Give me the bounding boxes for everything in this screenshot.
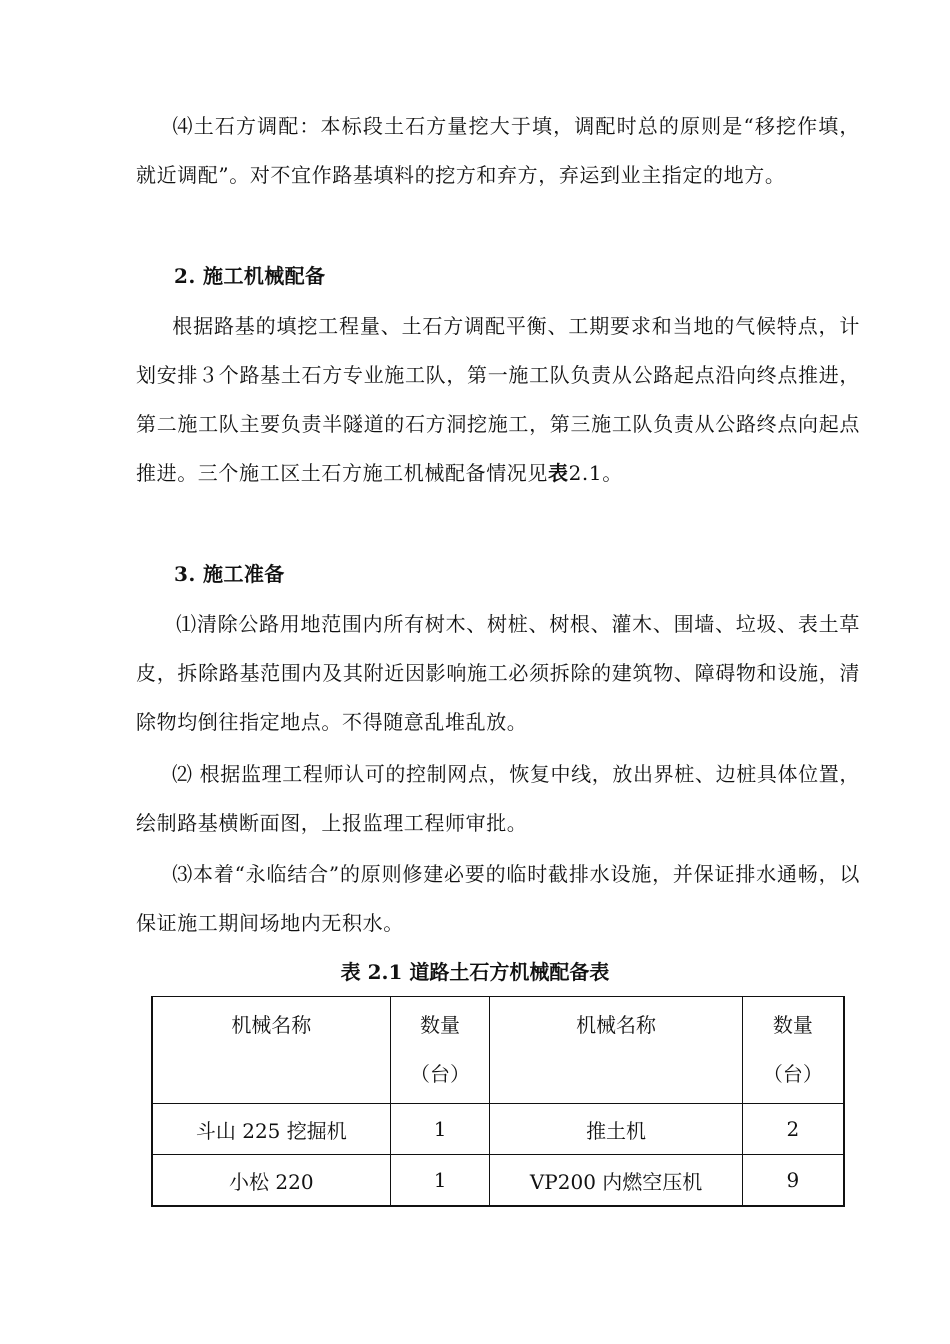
table-reference: 表 — [548, 461, 569, 485]
paragraph-earthwork-allocation — [136, 102, 860, 200]
list-item-drainage — [136, 850, 860, 948]
paragraph-text: 根据路基的填挖工程量、土石方调配平衡、工期要求和当地的气候特点，计划安排３个路基土石方专业施工队，第一施工队负责从公路起点沿向终点推进，第二施工队主要负责半隧道的石方洞挖施工，第三施工队负责从公路终点向起点推进。三个施工区土石方施工机械配备情况见 — [136, 314, 860, 485]
table-row — [152, 1104, 844, 1155]
header-label: 机械名称 — [576, 1013, 657, 1037]
list-item-survey — [136, 750, 860, 848]
table-cell-quantity: 9 — [742, 1155, 844, 1207]
table-caption: 表 2.1 道路土石方机械配备表 — [340, 960, 610, 984]
table-reference-number: 2.1。 — [568, 461, 623, 485]
header-unit: （台） — [410, 1062, 471, 1086]
table-row — [152, 1155, 844, 1207]
header-label: 机械名称 — [231, 1013, 312, 1037]
paragraph-machinery — [136, 302, 860, 498]
table-cell-machine-name: VP200 内燃空压机 — [490, 1155, 742, 1207]
header-label: 数量 — [772, 1013, 813, 1037]
table-cell-quantity: 2 — [742, 1104, 844, 1155]
header-label: 数量 — [420, 1013, 461, 1037]
paragraph-text: ⑵ 根据监理工程师认可的控制网点，恢复中线，放出界桩、边桩具体位置，绘制路基横断面图，上报监理工程师审批。 — [136, 762, 860, 835]
table-header-row — [152, 997, 844, 1104]
header-unit: （台） — [762, 1062, 823, 1086]
paragraph-text: ⑴清除公路用地范围内所有树木、树桩、树根、灌木、围墙、垃圾、表土草皮，拆除路基范围内及其附近因影响施工必须拆除的建筑物、障碍物和设施，清除物均倒往指定地点。不得随意乱堆乱放。 — [136, 612, 860, 734]
section-heading-machinery: 2. 施工机械配备 — [174, 264, 326, 288]
list-item-clearing — [136, 600, 860, 747]
table-cell-machine-name: 斗山 225 挖掘机 — [152, 1104, 390, 1155]
header-cell-quantity — [390, 997, 490, 1104]
machinery-table — [151, 996, 845, 1207]
table-cell-machine-name: 小松 220 — [152, 1155, 390, 1207]
section-heading-preparation: 3. 施工准备 — [174, 562, 285, 586]
paragraph-text: ⑷土石方调配：本标段土石方量挖大于填，调配时总的原则是“移挖作填，就近调配”。对不宜作路基填料的挖方和弃方，弃运到业主指定的地方。 — [136, 114, 860, 187]
table-cell-quantity: 1 — [390, 1155, 490, 1207]
header-cell-machine-name — [152, 997, 390, 1104]
table-cell-machine-name: 推土机 — [490, 1104, 742, 1155]
header-cell-machine-name — [490, 997, 742, 1104]
table-cell-quantity: 1 — [390, 1104, 490, 1155]
header-cell-quantity — [742, 997, 844, 1104]
paragraph-text: ⑶本着“永临结合”的原则修建必要的临时截排水设施，并保证排水通畅，以保证施工期间场地内无积水。 — [136, 862, 860, 935]
